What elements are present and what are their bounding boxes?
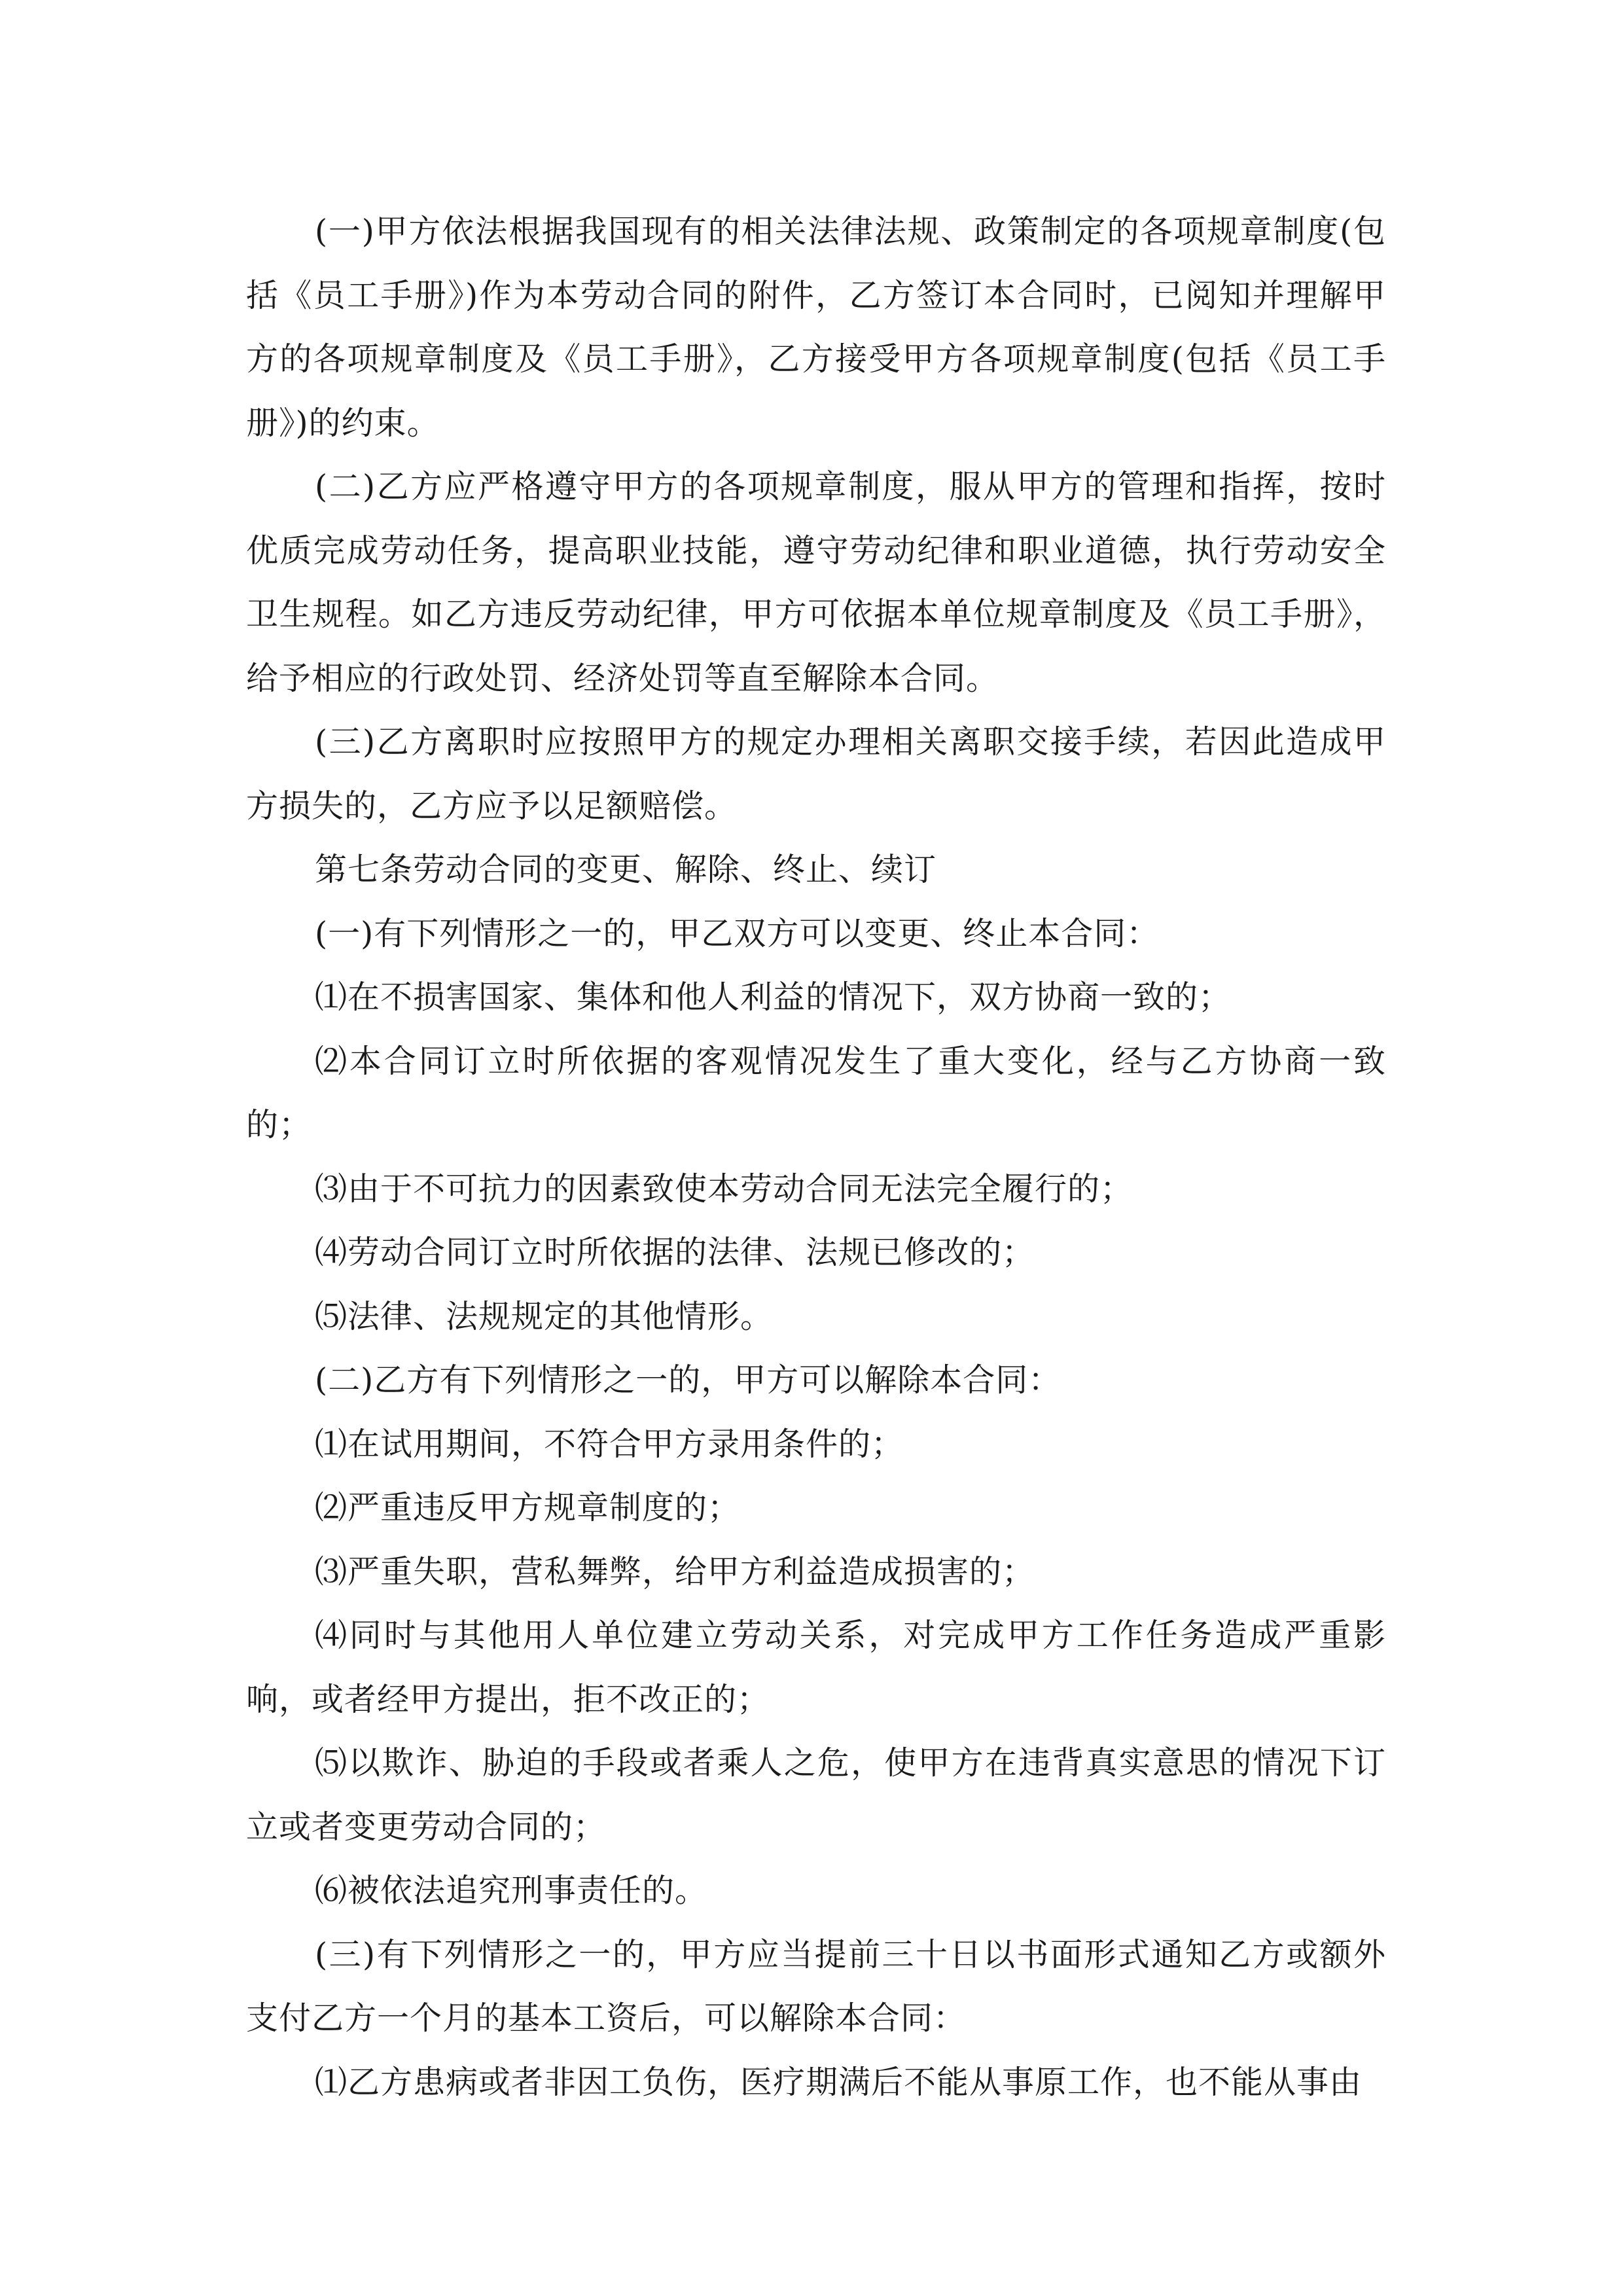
list-item: ⑷同时与其他用人单位建立劳动关系，对完成甲方工作任务造成严重影响，或者经甲方提出，拒不改正的；	[246, 1617, 1386, 1718]
paragraph-discipline: (二)乙方应严格遵守甲方的各项规章制度，服从甲方的管理和指挥，按时优质完成劳动任务，提高职业技能，遵守劳动纪律和职业道德，执行劳动安全卫生规程。如乙方违反劳动纪律，甲方可依据本单位规章制度及《员工手册》，给予相应的行政处罚、经济处罚等直至解除本合同。	[246, 468, 1386, 697]
list-item: ⑶由于不可抗力的因素致使本劳动合同无法完全履行的；	[315, 1170, 1133, 1208]
list-item: ⑷劳动合同订立时所依据的法律、法规已修改的；	[315, 1234, 1035, 1271]
list-item: ⑸以欺诈、胁迫的手段或者乘人之危，使甲方在违背真实意思的情况下订立或者变更劳动合同的；	[246, 1744, 1386, 1846]
list-item: ⑴乙方患病或者非因工负伤，医疗期满后不能从事原工作，也不能从事由	[315, 2063, 1363, 2101]
list-item: ⑸法律、法规规定的其他情形。	[315, 1297, 774, 1335]
list-item: ⑴在试用期间，不符合甲方录用条件的；	[315, 1425, 904, 1463]
list-item: ⑹被依法追究刑事责任的。	[315, 1872, 708, 1909]
article-7-heading: 第七条劳动合同的变更、解除、终止、续订	[315, 851, 937, 888]
list-item: ⑵严重违反甲方规章制度的；	[315, 1489, 741, 1526]
list-item: ⑴在不损害国家、集体和他人利益的情况下，双方协商一致的；	[315, 978, 1232, 1016]
paragraph-employer-termination-intro: (二)乙方有下列情形之一的，甲方可以解除本合同：	[315, 1361, 1061, 1399]
paragraph-notice-termination-intro: (三)有下列情形之一的，甲方应当提前三十日以书面形式通知乙方或额外支付乙方一个月的基本工资后，可以解除本合同：	[246, 1935, 1386, 2037]
list-item: ⑵本合同订立时所依据的客观情况发生了重大变化，经与乙方协商一致的；	[246, 1042, 1386, 1143]
document-body	[246, 200, 1386, 2114]
paragraph-rules-attachment: (一)甲方依法根据我国现有的相关法律法规、政策制定的各项规章制度(包括《员工手册》)作为本劳动合同的附件，乙方签订本合同时，已阅知并理解甲方的各项规章制度及《员工手册》，乙方接受甲方各项规章制度(包括《员工手册》)的约束。	[246, 213, 1386, 442]
paragraph-change-termination-intro: (一)有下列情形之一的，甲乙双方可以变更、终止本合同：	[315, 914, 1160, 952]
paragraph-resignation-handover: (三)乙方离职时应按照甲方的规定办理相关离职交接手续，若因此造成甲方损失的，乙方应予以足额赔偿。	[246, 723, 1386, 825]
list-item: ⑶严重失职，营私舞弊，给甲方利益造成损害的；	[315, 1552, 1035, 1590]
